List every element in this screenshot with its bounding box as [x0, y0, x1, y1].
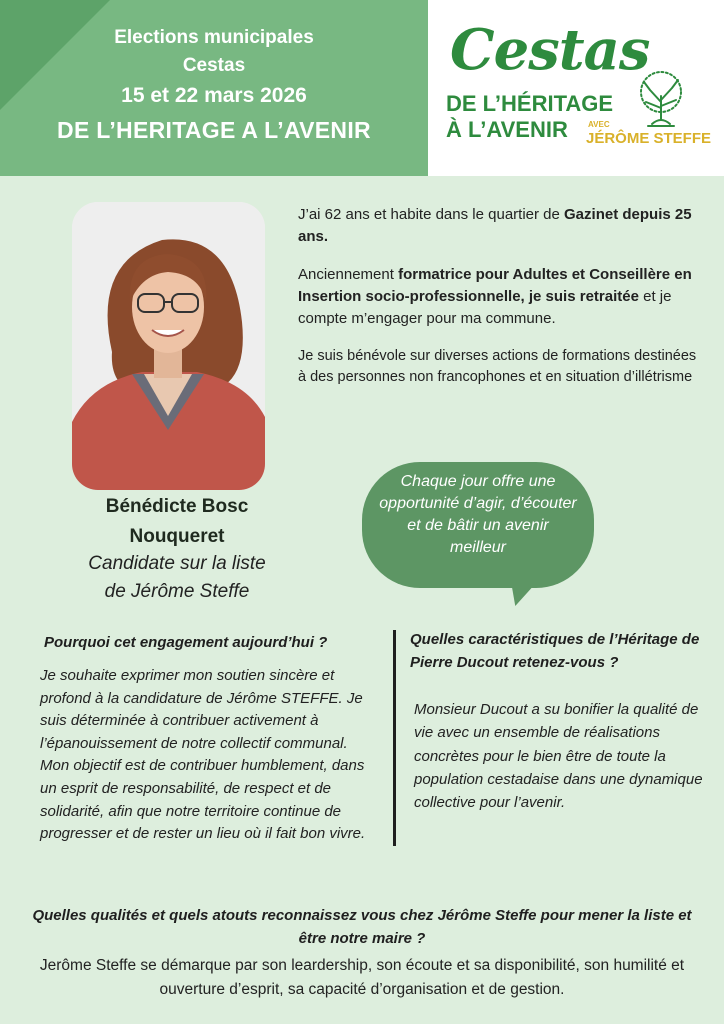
- question-heritage-title: Quelles caractéristiques de l’Héritage de Pierre Ducout retenez-vous ?: [410, 631, 700, 671]
- candidate-name: [40, 492, 314, 552]
- logo-candidate-name: JÉRÔME STEFFE: [586, 130, 712, 147]
- intro-paragraph-volunteer: Je suis bénévole sur diverses actions de formations destinées à des personnes non francophones et en situation d’illétrisme: [298, 348, 697, 385]
- header-line-city: Cestas: [182, 55, 246, 76]
- logo-title: Cestas: [450, 17, 650, 83]
- header-title-block: [0, 24, 428, 148]
- column-divider: [393, 630, 396, 846]
- header-line-slogan: DE L’HERITAGE A L’AVENIR: [57, 117, 371, 143]
- question-engagement-answer: Je souhaite exprimer mon soutien sincère et profond à la candidature de Jérôme STEFFE. Je suis déterminée à contribuer activement à l’épanouissement de notre collectif communal. Mon objectif est de contribuer humblement, dans un esprit de responsabilité, de respect et de solidarité, afin que notre territoire continue de progresser et de rester un lieu où il fait bon vivre.: [40, 667, 366, 843]
- intro-p2-bold: formatrice pour Adultes et Conseillère en Insertion socio-professionnelle, je suis retraitée: [298, 266, 692, 305]
- tree-icon: [630, 68, 692, 128]
- candidate-name-line1: Bénédicte Bosc: [105, 496, 249, 517]
- intro-p1-text: J’ai 62 ans et habite dans le quartier de: [298, 206, 565, 223]
- logo-subtitle-heritage: DE L’HÉRITAGE: [446, 91, 614, 116]
- candidate-role-line2: de Jérôme Steffe: [104, 581, 250, 602]
- header-line-dates: 15 et 22 mars 2026: [121, 84, 307, 107]
- candidate-photo: [72, 202, 265, 490]
- question-heritage-answer: Monsieur Ducout a su bonifier la qualité de vie avec un ensemble de réalisations concrètes pour le bien être de toute la population cestadaise dans une dynamique collective pour l’avenir.: [414, 701, 703, 812]
- candidate-introduction: [298, 204, 708, 404]
- campaign-logo: [428, 0, 724, 176]
- question-engagement-title: Pourquoi cet engagement aujourd’hui ?: [44, 634, 328, 651]
- quote-text: Chaque jour offre une opportunité d’agir, d’écouter et de bâtir un avenir meilleur: [379, 473, 577, 556]
- intro-p2-text-a: Anciennement: [298, 266, 399, 283]
- candidate-role: [40, 550, 314, 606]
- question-qualities-answer: Jerôme Steffe se démarque par son leardership, son écoute et sa disponibilité, son humilité et ouverture d’esprit, sa capacité d’organisation et de gestion.: [39, 957, 685, 998]
- intro-p1-bold: Gazinet depuis 25 ans.: [298, 206, 692, 245]
- candidate-name-line2: Nouqueret: [129, 526, 225, 547]
- logo-subtitle-avenir: À L’AVENIR: [446, 117, 568, 142]
- intro-paragraph-age: [298, 204, 708, 248]
- quote-bubble: [362, 462, 594, 588]
- candidate-role-line1: Candidate sur la liste: [88, 553, 266, 574]
- question-qualities-title: Quelles qualités et quels atouts reconnaissez vous chez Jérôme Steffe pour mener la liste et être notre maire ?: [32, 907, 692, 947]
- intro-paragraph-career: [298, 264, 708, 330]
- intro-p2-text-c: et je compte m’engager pour ma commune.: [298, 288, 672, 327]
- portrait-illustration: [72, 202, 265, 490]
- logo-avec: AVEC: [588, 120, 610, 129]
- header-banner: [0, 0, 428, 176]
- header-line-elections: Elections municipales: [114, 27, 314, 48]
